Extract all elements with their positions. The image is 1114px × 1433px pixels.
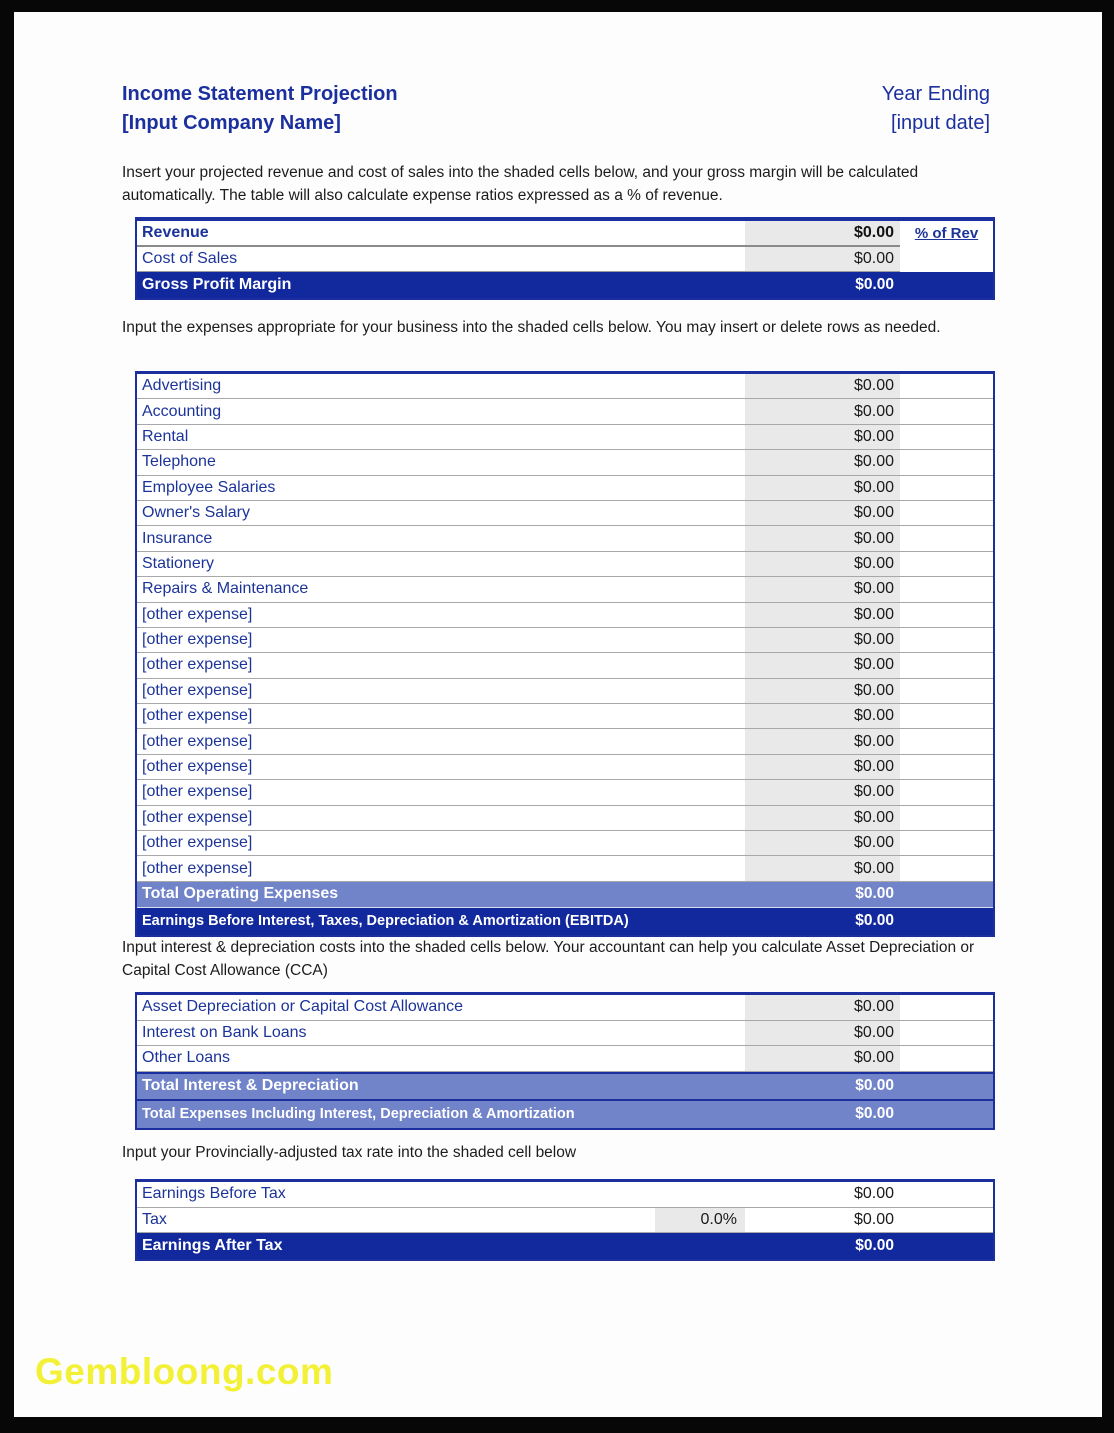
table-row xyxy=(137,1233,993,1259)
filler-cell xyxy=(900,374,993,398)
filler-cell xyxy=(900,1046,993,1071)
filler-cell xyxy=(900,526,993,550)
value-cell: $0.00 xyxy=(855,912,894,930)
input-cell[interactable]: $0.00 xyxy=(745,679,900,703)
table-row xyxy=(137,1072,993,1099)
row-label: [other expense] xyxy=(142,656,253,674)
rate-spacer-cell xyxy=(655,1233,745,1259)
table-row xyxy=(137,1208,993,1234)
row-label: Total Operating Expenses xyxy=(142,885,339,903)
tax-instructions: Input your Provincially-adjusted tax rate into the shaded cell below xyxy=(122,1144,577,1161)
row-label: Advertising xyxy=(142,377,222,395)
value-cell: $0.00 xyxy=(855,1105,894,1123)
row-label: [other expense] xyxy=(142,859,253,877)
revenue-table xyxy=(135,217,995,300)
value-cell: $0.00 xyxy=(855,1077,894,1095)
filler-cell xyxy=(900,1182,993,1207)
row-label: Owner's Salary xyxy=(142,504,250,522)
table-row xyxy=(137,399,993,424)
table-row xyxy=(137,780,993,805)
row-label: Revenue xyxy=(142,223,209,241)
table-row xyxy=(137,831,993,856)
row-label: [other expense] xyxy=(142,732,253,750)
table-row xyxy=(137,1099,993,1128)
input-cell[interactable]: $0.00 xyxy=(745,628,900,652)
table-row xyxy=(137,628,993,653)
document-page xyxy=(14,12,1102,1417)
input-cell[interactable]: $0.00 xyxy=(745,831,900,855)
table-row xyxy=(137,552,993,577)
filler-cell xyxy=(900,272,993,298)
input-cell[interactable]: $0.00 xyxy=(745,247,900,272)
table-row xyxy=(137,907,993,935)
input-cell[interactable]: $0.00 xyxy=(745,704,900,728)
row-label: Telephone xyxy=(142,453,216,471)
input-cell[interactable]: $0.00 xyxy=(745,501,900,525)
row-label: [other expense] xyxy=(142,783,253,801)
document-title-block xyxy=(122,80,398,138)
row-label: [other expense] xyxy=(142,834,253,852)
row-label: Interest on Bank Loans xyxy=(142,1023,307,1041)
table-row xyxy=(137,603,993,628)
input-cell[interactable]: $0.00 xyxy=(745,450,900,474)
table-row xyxy=(137,1182,993,1208)
page-title: Income Statement Projection xyxy=(122,83,398,105)
filler-cell xyxy=(900,856,993,880)
value-cell: $0.00 xyxy=(855,885,894,903)
filler-cell xyxy=(900,552,993,576)
filler-cell xyxy=(900,603,993,627)
row-label: Earnings After Tax xyxy=(142,1237,283,1254)
row-label: Total Expenses Including Interest, Depreciation & Amortization xyxy=(142,1106,575,1123)
input-cell[interactable]: $0.00 xyxy=(745,577,900,601)
table-row xyxy=(137,476,993,501)
input-cell[interactable]: $0.00 xyxy=(745,806,900,830)
table-row xyxy=(137,856,993,881)
filler-cell xyxy=(900,704,993,728)
tax-rate-input-cell[interactable]: 0.0% xyxy=(655,1208,745,1233)
table-row xyxy=(137,425,993,450)
row-label: Employee Salaries xyxy=(142,478,276,496)
row-label: Cost of Sales xyxy=(142,249,238,267)
company-name-placeholder: [Input Company Name] xyxy=(122,112,341,134)
input-cell[interactable]: $0.00 xyxy=(745,526,900,550)
filler-cell xyxy=(900,1101,993,1128)
watermark: Gembloong.com xyxy=(35,1351,334,1392)
row-label: [other expense] xyxy=(142,707,253,725)
input-cell[interactable]: $0.00 xyxy=(745,552,900,576)
table-row xyxy=(137,577,993,602)
table-row xyxy=(137,247,993,273)
pct-of-rev-header: % of Rev xyxy=(914,225,979,243)
filler-cell xyxy=(900,755,993,779)
input-date-placeholder: [input date] xyxy=(891,112,990,134)
table-row xyxy=(137,729,993,754)
filler-cell xyxy=(900,247,993,273)
input-cell[interactable]: $0.00 xyxy=(745,755,900,779)
rate-spacer-cell xyxy=(655,1182,745,1207)
table-row xyxy=(137,1046,993,1072)
table-row xyxy=(137,653,993,678)
row-label: Stationery xyxy=(142,554,215,572)
filler-cell xyxy=(900,476,993,500)
row-label: [other expense] xyxy=(142,681,253,699)
filler-cell xyxy=(900,679,993,703)
filler-cell xyxy=(900,1208,993,1233)
year-ending-block xyxy=(882,80,990,138)
filler-cell xyxy=(900,1021,993,1046)
row-label: Accounting xyxy=(142,402,222,420)
table-row xyxy=(137,374,993,399)
row-label: Insurance xyxy=(142,529,213,547)
expense-table xyxy=(135,371,995,937)
filler-cell xyxy=(900,1233,993,1259)
row-label: Gross Profit Margin xyxy=(142,276,292,293)
row-label: Asset Depreciation or Capital Cost Allowance xyxy=(142,998,464,1016)
filler-cell xyxy=(900,653,993,677)
table-row xyxy=(137,272,993,298)
input-cell[interactable]: $0.00 xyxy=(745,1046,900,1071)
table-row xyxy=(137,882,993,907)
row-label: Repairs & Maintenance xyxy=(142,580,309,598)
revenue-instructions: Insert your projected revenue and cost of sales into the shaded cells below, and your gross margin will be calculated automatically. The table will also calculate expense ratios expressed as a % of revenue. xyxy=(122,164,919,204)
value-cell: $0.00 xyxy=(853,1185,894,1203)
filler-cell xyxy=(900,425,993,449)
table-row xyxy=(137,806,993,831)
row-label: [other expense] xyxy=(142,605,253,623)
filler-cell xyxy=(900,882,993,907)
filler-cell xyxy=(900,628,993,652)
input-cell[interactable]: $0.00 xyxy=(745,399,900,423)
filler-cell xyxy=(900,806,993,830)
filler-cell xyxy=(900,831,993,855)
row-label: Earnings Before Interest, Taxes, Depreciation & Amortization (EBITDA) xyxy=(142,913,629,930)
filler-cell xyxy=(900,399,993,423)
table-row xyxy=(137,450,993,475)
input-cell[interactable]: $0.00 xyxy=(745,221,900,245)
row-label: Total Interest & Depreciation xyxy=(142,1077,359,1095)
filler-cell xyxy=(900,729,993,753)
row-label: [other expense] xyxy=(142,808,253,826)
row-label: Other Loans xyxy=(142,1049,231,1067)
expenses-instructions: Input the expenses appropriate for your business into the shaded cells below. You may insert or delete rows as needed. xyxy=(122,319,941,336)
row-label: [other expense] xyxy=(142,758,253,776)
interest-depreciation-table xyxy=(135,992,995,1130)
row-label: Tax xyxy=(142,1210,167,1228)
input-cell[interactable]: $0.00 xyxy=(745,856,900,880)
table-row xyxy=(137,501,993,526)
input-cell[interactable]: $0.00 xyxy=(745,1021,900,1046)
value-cell: $0.00 xyxy=(855,1237,894,1254)
table-row xyxy=(137,1021,993,1047)
tax-table xyxy=(135,1179,995,1261)
table-row xyxy=(137,679,993,704)
table-row xyxy=(137,995,993,1021)
filler-cell xyxy=(900,577,993,601)
row-label: [other expense] xyxy=(142,631,253,649)
row-label: Rental xyxy=(142,427,189,445)
input-cell[interactable]: $0.00 xyxy=(745,603,900,627)
filler-cell xyxy=(900,780,993,804)
row-label: Earnings Before Tax xyxy=(142,1185,286,1203)
interest-instructions: Input interest & depreciation costs into the shaded cells below. Your accountant can help you calculate Asset Depreciation or Capital Cost Allowance (CCA) xyxy=(122,939,975,979)
filler-cell xyxy=(900,995,993,1020)
input-cell[interactable]: $0.00 xyxy=(745,476,900,500)
value-cell: $0.00 xyxy=(853,1210,894,1228)
input-cell[interactable]: $0.00 xyxy=(745,780,900,804)
input-cell[interactable]: $0.00 xyxy=(745,425,900,449)
table-row xyxy=(137,221,993,247)
filler-cell xyxy=(900,501,993,525)
input-cell[interactable]: $0.00 xyxy=(745,995,900,1020)
input-cell[interactable]: $0.00 xyxy=(745,729,900,753)
filler-cell xyxy=(900,1074,993,1099)
filler-cell xyxy=(900,450,993,474)
input-cell[interactable]: $0.00 xyxy=(745,653,900,677)
table-row xyxy=(137,755,993,780)
table-row xyxy=(137,704,993,729)
value-cell: $0.00 xyxy=(855,276,894,293)
filler-cell xyxy=(900,908,993,935)
table-row xyxy=(137,526,993,551)
input-cell[interactable]: $0.00 xyxy=(745,374,900,398)
year-ending-label: Year Ending xyxy=(881,83,990,105)
